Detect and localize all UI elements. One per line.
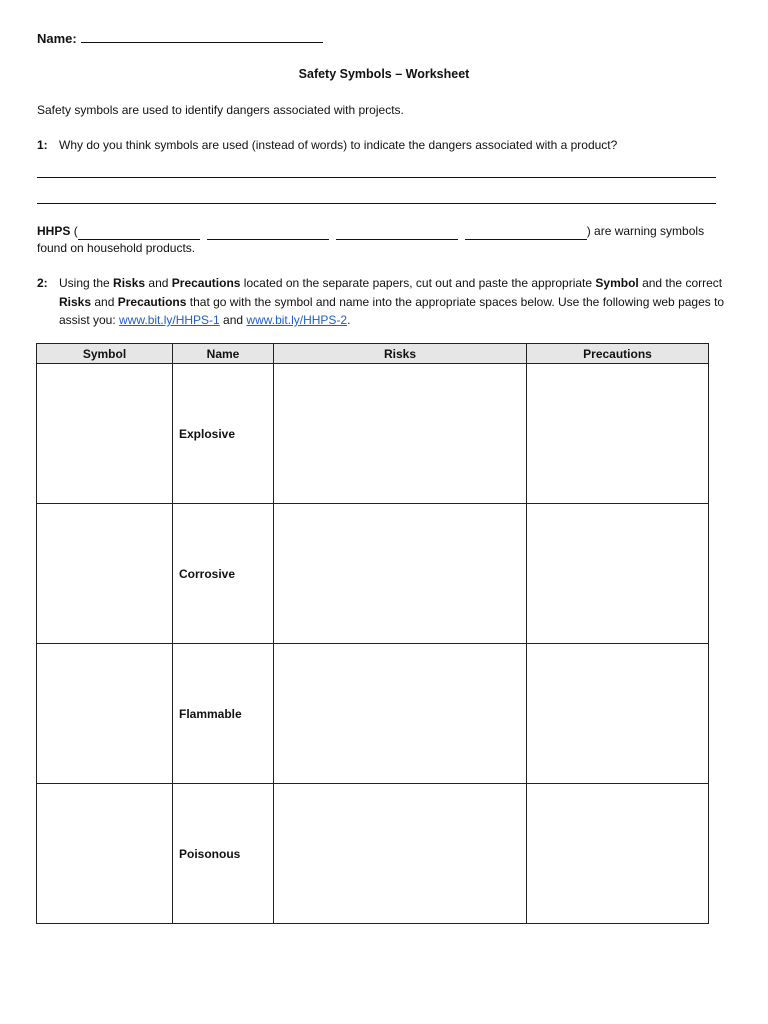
intro-text: Safety symbols are used to identify dangers associated with projects. [37, 103, 404, 117]
worksheet-title: Safety Symbols – Worksheet [298, 67, 470, 81]
hhps-blank-3[interactable] [336, 227, 458, 240]
answer-line-1[interactable] [37, 177, 716, 178]
table-row [37, 784, 709, 924]
hhps-blank-1[interactable] [78, 227, 200, 240]
risks-cell[interactable] [274, 644, 527, 784]
symbol-cell[interactable] [37, 644, 173, 784]
precautions-cell[interactable] [527, 504, 709, 644]
symbol-cell[interactable] [37, 364, 173, 504]
hhps-label: HHPS [37, 224, 71, 238]
question-2 [37, 274, 727, 327]
table-header-row [37, 344, 709, 364]
hhps-sentence [37, 223, 717, 257]
q2-text-part: and [145, 276, 172, 290]
table-row [37, 644, 709, 784]
table-row [37, 504, 709, 644]
hhps-close-text: ) are warning symbols [586, 224, 705, 238]
safety-symbols-table [36, 343, 709, 924]
q2-precautions-bold: Precautions [117, 294, 187, 309]
hhps-open-paren: ( [73, 224, 78, 238]
question-1-number: 1: [37, 138, 48, 152]
header-symbol: Symbol [37, 344, 173, 364]
name-label: Name: [37, 31, 77, 46]
q2-precautions-bold: Precautions [171, 276, 241, 290]
question-2-number: 2: [37, 276, 48, 290]
hhps-blank-4[interactable] [465, 227, 587, 240]
name-cell: Poisonous [173, 784, 274, 924]
risks-cell[interactable] [274, 364, 527, 504]
q2-symbol-bold: Symbol [595, 276, 639, 290]
symbol-cell[interactable] [37, 784, 173, 924]
question-1 [37, 138, 617, 152]
link-hhps-1[interactable]: www.bit.ly/HHPS-1 [119, 313, 220, 327]
q2-text-part: located on the separate papers, cut out and paste the appropriate [240, 276, 596, 290]
header-precautions: Precautions [527, 344, 709, 364]
risks-cell[interactable] [274, 504, 527, 644]
header-risks: Risks [274, 344, 527, 364]
q2-text-part: and [219, 313, 247, 327]
symbol-cell[interactable] [37, 504, 173, 644]
table-row [37, 364, 709, 504]
precautions-cell[interactable] [527, 644, 709, 784]
header-name: Name [173, 344, 274, 364]
answer-line-2[interactable] [37, 203, 716, 204]
q2-text-part: that go with the symbol and name into the appropriate spaces below. Use the following web pages to assist you: [59, 294, 725, 327]
name-cell: Flammable [173, 644, 274, 784]
precautions-cell[interactable] [527, 784, 709, 924]
name-cell: Explosive [173, 364, 274, 504]
q2-text-part: Using the [59, 276, 114, 290]
hhps-blank-2[interactable] [207, 227, 329, 240]
q2-risks-bold: Risks [113, 276, 146, 290]
name-blank-line[interactable] [81, 30, 323, 43]
risks-cell[interactable] [274, 784, 527, 924]
q2-text-part: and the correct [638, 276, 723, 290]
question-1-text: Why do you think symbols are used (instead of words) to indicate the dangers associated with a product? [59, 138, 618, 152]
q2-text-part: . [347, 313, 351, 327]
link-hhps-2[interactable]: www.bit.ly/HHPS-2 [246, 313, 348, 327]
precautions-cell[interactable] [527, 364, 709, 504]
q2-text-part: and [91, 294, 118, 309]
name-field [37, 30, 323, 46]
hhps-line-2: found on household products. [37, 241, 196, 255]
q2-risks-bold: Risks [59, 294, 92, 309]
question-2-text [59, 274, 729, 330]
name-cell: Corrosive [173, 504, 274, 644]
